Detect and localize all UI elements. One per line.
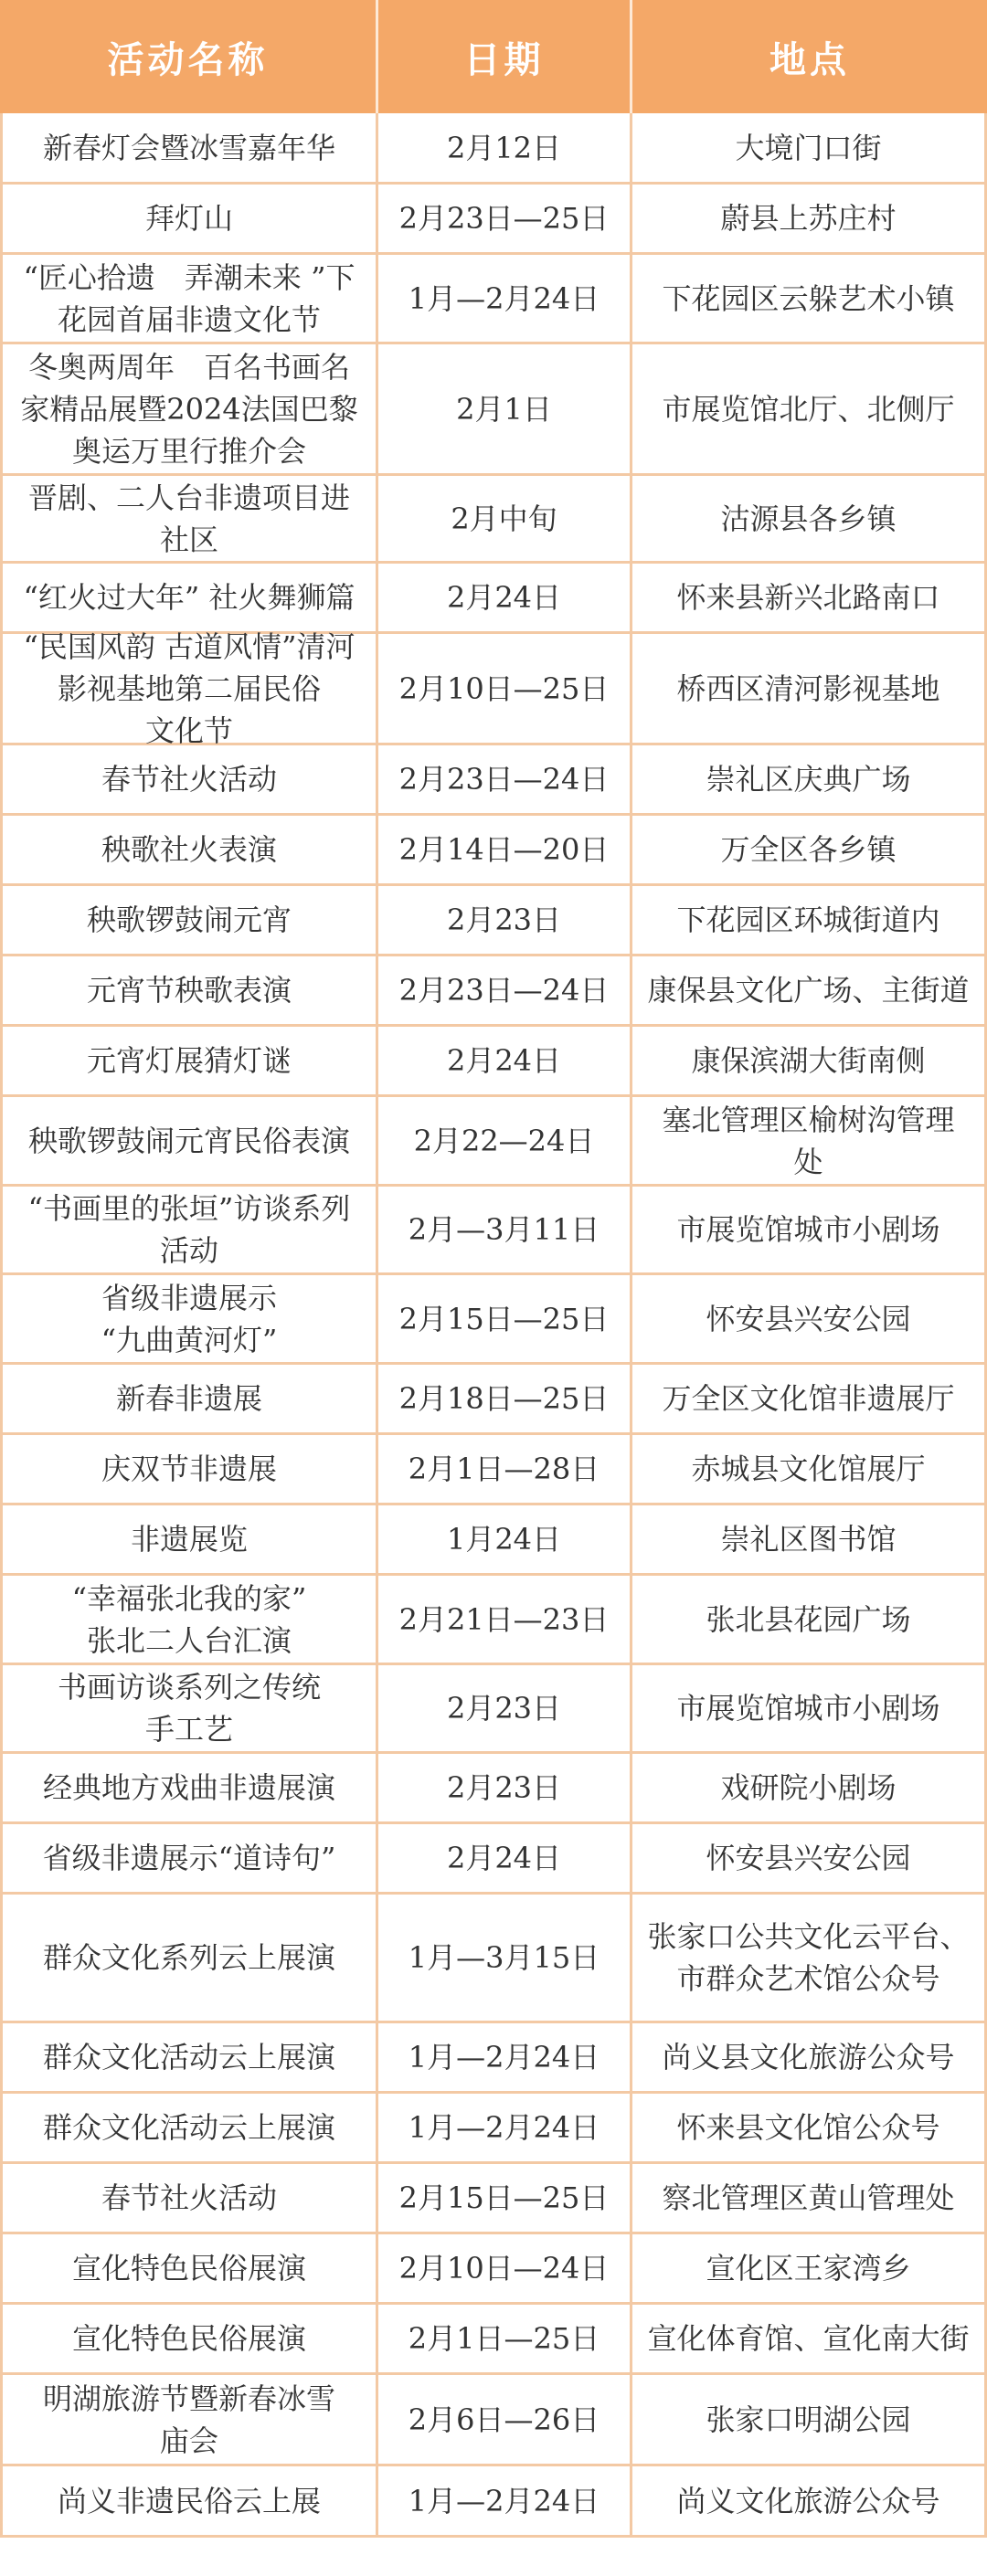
table-row <box>0 816 987 886</box>
cell-location: 下花园区云躲艺术小镇 <box>632 255 987 342</box>
cell-date: 2月23日—24日 <box>378 745 632 813</box>
cell-location: 桥西区清河影视基地 <box>632 634 987 743</box>
cell-date: 2月12日 <box>378 113 632 182</box>
cell-date: 2月23日—25日 <box>378 185 632 252</box>
cell-activity-name: 秧歌锣鼓闹元宵 <box>0 886 378 954</box>
header-activity-name: 活动名称 <box>0 0 378 113</box>
cell-date: 2月23日 <box>378 1754 632 1821</box>
cell-location: 崇礼区庆典广场 <box>632 745 987 813</box>
cell-activity-name: 明湖旅游节暨新春冰雪 庙会 <box>0 2375 378 2464</box>
cell-location: 崇礼区图书馆 <box>632 1505 987 1573</box>
table-row <box>0 2305 987 2375</box>
cell-location: 尚义文化旅游公众号 <box>632 2466 987 2535</box>
table-row <box>0 476 987 564</box>
cell-location: 怀安县兴安公园 <box>632 1275 987 1362</box>
cell-location: 怀来县文化馆公众号 <box>632 2094 987 2161</box>
table-row <box>0 344 987 476</box>
table-row <box>0 886 987 956</box>
cell-activity-name: 秧歌社火表演 <box>0 816 378 883</box>
cell-activity-name: 春节社火活动 <box>0 745 378 813</box>
cell-activity-name: “幸福张北我的家” 张北二人台汇演 <box>0 1576 378 1663</box>
cell-activity-name: 非遗展览 <box>0 1505 378 1573</box>
cell-date: 2月1日 <box>378 344 632 473</box>
cell-activity-name: “红火过大年” 社火舞狮篇 <box>0 564 378 631</box>
table-row <box>0 2234 987 2305</box>
cell-date: 1月24日 <box>378 1505 632 1573</box>
cell-location: 张家口明湖公园 <box>632 2375 987 2464</box>
table-row <box>0 1895 987 2023</box>
cell-location: 大境门口街 <box>632 113 987 182</box>
cell-date: 1月—3月15日 <box>378 1895 632 2021</box>
cell-activity-name: 省级非遗展示“道诗句” <box>0 1824 378 1892</box>
cell-activity-name: 经典地方戏曲非遗展演 <box>0 1754 378 1821</box>
cell-activity-name: “书画里的张垣”访谈系列 活动 <box>0 1187 378 1272</box>
cell-location: 市展览馆北厅、北侧厅 <box>632 344 987 473</box>
table-row <box>0 1097 987 1187</box>
table-body <box>0 113 987 2538</box>
cell-location: 市展览馆城市小剧场 <box>632 1187 987 1272</box>
cell-location: 察北管理区黄山管理处 <box>632 2164 987 2232</box>
table-row <box>0 745 987 816</box>
table-header <box>0 0 987 113</box>
table-row <box>0 1824 987 1895</box>
cell-activity-name: 省级非遗展示 “九曲黄河灯” <box>0 1275 378 1362</box>
cell-location: 蔚县上苏庄村 <box>632 185 987 252</box>
table-row <box>0 1665 987 1754</box>
cell-date: 2月1日—28日 <box>378 1435 632 1503</box>
cell-activity-name: 春节社火活动 <box>0 2164 378 2232</box>
table-row <box>0 1187 987 1275</box>
cell-activity-name: 宣化特色民俗展演 <box>0 2305 378 2372</box>
cell-date: 2月21日—23日 <box>378 1576 632 1663</box>
cell-location: 万全区各乡镇 <box>632 816 987 883</box>
cell-location: 怀来县新兴北路南口 <box>632 564 987 631</box>
table-row <box>0 2466 987 2538</box>
cell-date: 2月15日—25日 <box>378 2164 632 2232</box>
cell-date: 2月1日—25日 <box>378 2305 632 2372</box>
table-row <box>0 1754 987 1824</box>
table-row <box>0 1275 987 1365</box>
cell-date: 2月18日—25日 <box>378 1365 632 1432</box>
cell-date: 2月14日—20日 <box>378 816 632 883</box>
cell-date: 1月—2月24日 <box>378 2094 632 2161</box>
table-row <box>0 255 987 344</box>
table-row <box>0 1435 987 1505</box>
cell-activity-name: 晋剧、二人台非遗项目进 社区 <box>0 476 378 561</box>
cell-activity-name: 元宵节秧歌表演 <box>0 956 378 1024</box>
cell-location: 怀安县兴安公园 <box>632 1824 987 1892</box>
cell-activity-name: 新春灯会暨冰雪嘉年华 <box>0 113 378 182</box>
cell-activity-name: “民国风韵 古道风情”清河 影视基地第二届民俗 文化节 <box>0 634 378 743</box>
cell-activity-name: 秧歌锣鼓闹元宵民俗表演 <box>0 1097 378 1184</box>
cell-activity-name: 群众文化活动云上展演 <box>0 2094 378 2161</box>
cell-location: 戏研院小剧场 <box>632 1754 987 1821</box>
cell-location: 下花园区环城街道内 <box>632 886 987 954</box>
cell-date: 2月—3月11日 <box>378 1187 632 1272</box>
table-row <box>0 1505 987 1576</box>
cell-location: 张北县花园广场 <box>632 1576 987 1663</box>
table-row <box>0 2094 987 2164</box>
header-location: 地点 <box>769 38 850 81</box>
cell-activity-name: 庆双节非遗展 <box>0 1435 378 1503</box>
cell-date: 2月24日 <box>378 564 632 631</box>
cell-activity-name: 元宵灯展猜灯谜 <box>0 1027 378 1094</box>
cell-date: 2月23日—24日 <box>378 956 632 1024</box>
table-row <box>0 628 987 748</box>
cell-date: 2月23日 <box>378 886 632 954</box>
table-row <box>0 1365 987 1435</box>
cell-location: 宣化体育馆、宣化南大街 <box>632 2305 987 2372</box>
table-row <box>0 2375 987 2466</box>
cell-date: 2月10日—25日 <box>378 634 632 743</box>
cell-date: 1月—2月24日 <box>378 2023 632 2091</box>
cell-date: 2月中旬 <box>378 476 632 561</box>
cell-activity-name: 宣化特色民俗展演 <box>0 2234 378 2302</box>
table-row <box>0 564 987 634</box>
cell-activity-name: 群众文化活动云上展演 <box>0 2023 378 2091</box>
cell-date: 2月24日 <box>378 1027 632 1094</box>
cell-location: 赤城县文化馆展厅 <box>632 1435 987 1503</box>
table-row <box>0 1576 987 1665</box>
cell-date: 2月10日—24日 <box>378 2234 632 2302</box>
cell-date: 2月6日—26日 <box>378 2375 632 2464</box>
cell-location: 张家口公共文化云平台、 市群众艺术馆公众号 <box>632 1895 987 2021</box>
cell-location: 沽源县各乡镇 <box>632 476 987 561</box>
cell-date: 1月—2月24日 <box>378 255 632 342</box>
cell-date: 2月24日 <box>378 1824 632 1892</box>
header-date: 日期 <box>378 0 632 113</box>
cell-location: 康保滨湖大街南侧 <box>632 1027 987 1094</box>
table-row <box>0 185 987 255</box>
cell-location: 尚义县文化旅游公众号 <box>632 2023 987 2091</box>
cell-activity-name: 群众文化系列云上展演 <box>0 1895 378 2021</box>
cell-activity-name: 书画访谈系列之传统 手工艺 <box>0 1665 378 1751</box>
table-row <box>0 113 987 185</box>
cell-date: 2月23日 <box>378 1665 632 1751</box>
cell-date: 2月22—24日 <box>378 1097 632 1184</box>
table-row <box>0 2023 987 2094</box>
cell-activity-name: 尚义非遗民俗云上展 <box>0 2466 378 2535</box>
cell-location: 康保县文化广场、主街道 <box>632 956 987 1024</box>
cell-location: 万全区文化馆非遗展厅 <box>632 1365 987 1432</box>
table-row <box>0 956 987 1027</box>
cell-activity-name: 冬奥两周年 百名书画名 家精品展暨2024法国巴黎 奥运万里行推介会 <box>0 344 378 473</box>
cell-location: 市展览馆城市小剧场 <box>632 1665 987 1751</box>
table-row <box>0 2164 987 2234</box>
cell-activity-name: “匠心拾遗 弄潮未来 ”下 花园首届非遗文化节 <box>0 255 378 342</box>
cell-location: 塞北管理区榆树沟管理 处 <box>632 1097 987 1184</box>
table-row <box>0 1027 987 1097</box>
cell-activity-name: 拜灯山 <box>0 185 378 252</box>
cell-date: 1月—2月24日 <box>378 2466 632 2535</box>
cell-date: 2月15日—25日 <box>378 1275 632 1362</box>
cell-location: 宣化区王家湾乡 <box>632 2234 987 2302</box>
cell-activity-name: 新春非遗展 <box>0 1365 378 1432</box>
